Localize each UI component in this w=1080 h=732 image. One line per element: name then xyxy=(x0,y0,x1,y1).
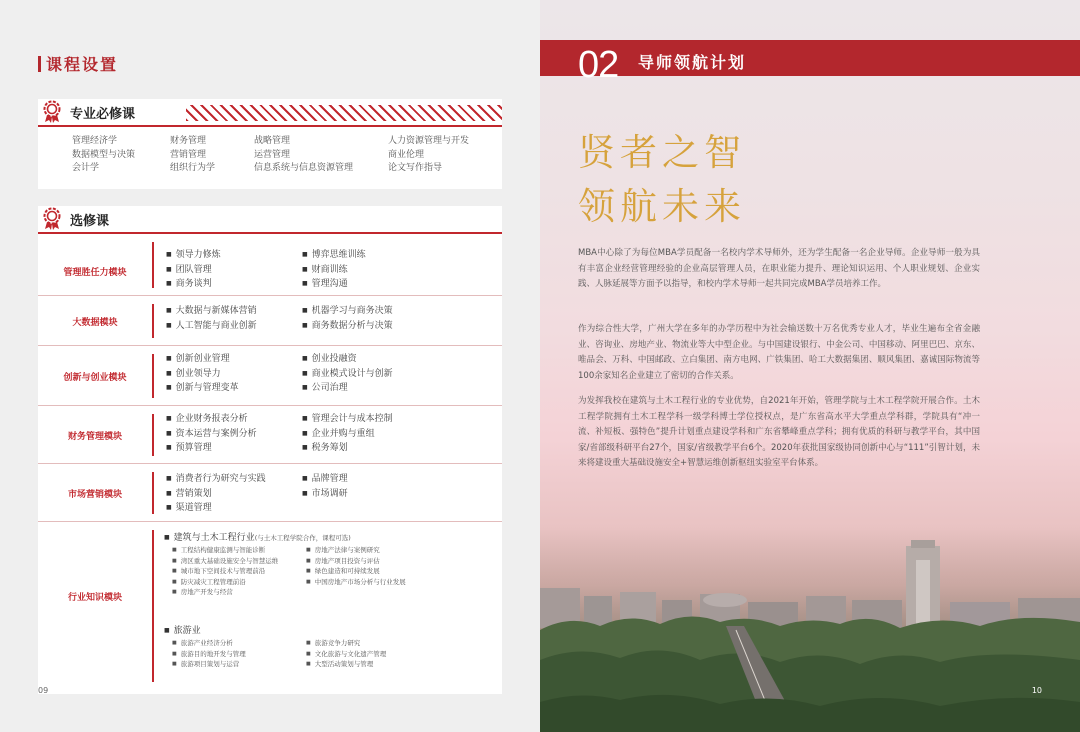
module-name: 财务管理模块 xyxy=(67,432,122,442)
page-number-left: 09 xyxy=(38,686,49,695)
paragraph: 为发挥我校在建筑与土木工程行业的专业优势，自2021年开始，管理学院与土木工程学院开展合作。土木工程学院拥有土木工程学科一级学科博士学位授权点，是广东省高水平大学重点学科群，学院具有“冲一流、补短板、强特色”提升计划重点建设学科和广东省攀峰重点学科；拥有优质的科研与教学平台，其中国家/省部级科研平台27个，国家/省级教学平台6个。2020年获批国家级协同创新中心与“111”引智计划，未来将建设重大基础设施安全+智慧运维创新枢纽实验室平台体系。 xyxy=(578,396,980,468)
campus-photo xyxy=(540,530,1080,732)
module-courses-col-2: ■ 机器学习与商务决策 ■ 商务数据分析与决策 xyxy=(302,304,393,333)
module-courses-col-1: ■ 消费者行为研究与实践 ■ 营销策划 ■ 渠道管理 xyxy=(166,472,266,516)
module-courses-col-1: ■ 大数据与新媒体营销 ■ 人工智能与商业创新 xyxy=(166,304,257,333)
award-icon xyxy=(40,99,64,123)
section-number: 02 xyxy=(578,44,619,86)
tourism-courses-col-1: ■ 旅游产业经济分析 ■ 旅游目的地开发与管理 ■ 旅游项目策划与运营 xyxy=(172,638,246,670)
paragraph: MBA中心除了为每位MBA学员配备一名校内学术导师外，还为学生配备一名企业导师。企业导师一般为具有丰富企业经营管理经验的企业高层管理人员，在职业能力提升、理论知识运用、个人职业规划、企业实践、人脉延展等方面予以指导，和校内学术导师一起共同完成MBA学员培养工作。 xyxy=(578,248,980,289)
headline-line-2: 领航未来 xyxy=(578,185,746,228)
section-band-title: 导师领航计划 xyxy=(638,53,747,72)
required-courses-panel xyxy=(38,99,502,189)
construction-courses-col-2: ■ 房地产法律与案例研究 ■ 房地产项目投资与评估 ■ 绿色建造和可持续发展 ■ 中国房地产市场分析与行业发展 xyxy=(306,545,406,587)
module-name: 大数据模块 xyxy=(72,318,118,328)
decorative-hatch xyxy=(186,105,502,121)
tourism-heading: ■ 旅游业 xyxy=(164,623,201,636)
module-row xyxy=(38,464,502,522)
module-name: 管理胜任力模块 xyxy=(63,268,127,278)
section-title: 课程设置 xyxy=(38,52,118,75)
electives-panel xyxy=(38,206,502,694)
required-title: 专业必修课 xyxy=(70,107,136,122)
module-name: 行业知识模块 xyxy=(67,593,122,603)
headline-line-1: 贤者之智 xyxy=(578,131,746,174)
paragraph: 作为综合性大学，广州大学在多年的办学历程中为社会输送数十万名优秀专业人才，毕业生遍布全省金融业、咨询业、房地产业、物流业等大中型企业。与中国建设银行、中金公司、中国移动、阿里巴巴、京东、唯品会、万科、中国邮政、立白集团、南方电网、广铁集团、哈工大数据集团、顺风集团、嘉诚国际物流等100余家知名企业建立了密切的合作关系。 xyxy=(578,324,980,381)
module-courses-col-1: ■ 企业财务报表分析 ■ 资本运营与案例分析 ■ 预算管理 xyxy=(166,412,257,456)
required-column-2: 财务管理 营销管理 组织行为学 xyxy=(170,136,216,173)
tourism-courses-col-2: ■ 旅游竞争力研究 ■ 文化旅游与文化遗产管理 ■ 大型活动策划与管理 xyxy=(306,638,386,670)
award-icon xyxy=(40,206,64,230)
industry-module-row xyxy=(38,522,502,690)
module-row xyxy=(38,406,502,464)
module-row xyxy=(38,296,502,346)
module-row xyxy=(38,346,502,406)
construction-courses-col-1: ■ 工程结构健康监测与智能诊断 ■ 湾区重大基础设施安全与智慧运维 ■ 城市地下空间技术与管理前沿 ■ 防灾减灾工程管理前沿 ■ 房地产开发与经营 xyxy=(172,545,278,598)
module-courses-col-2: ■ 博弈思维训练 ■ 财商训练 ■ 管理沟通 xyxy=(302,248,366,292)
module-courses-col-1: ■ 创新创业管理 ■ 创业领导力 ■ 创新与管理变革 xyxy=(166,352,239,396)
module-courses-col-1: ■ 领导力修炼 ■ 团队管理 ■ 商务谈判 xyxy=(166,248,221,292)
construction-heading: ■ 建筑与土木工程行业(与土木工程学院合作，课程可选) xyxy=(164,530,351,543)
module-name: 市场营销模块 xyxy=(67,490,122,500)
electives-title: 选修课 xyxy=(70,214,110,229)
right-page xyxy=(540,0,1080,732)
section-band xyxy=(540,40,1080,76)
required-column-3: 战略管理 运营管理 信息系统与信息资源管理 xyxy=(254,136,354,173)
module-row xyxy=(38,234,502,296)
required-column-1: 管理经济学 数据模型与决策 会计学 xyxy=(72,136,136,173)
page-number-right: 10 xyxy=(1031,686,1042,695)
module-name: 创新与创业模块 xyxy=(63,373,127,383)
module-courses-col-2: ■ 创业投融资 ■ 商业模式设计与创新 ■ 公司治理 xyxy=(302,352,393,396)
module-courses-col-2: ■ 品牌管理 ■ 市场调研 xyxy=(302,472,348,501)
module-courses-col-2: ■ 管理会计与成本控制 ■ 企业并购与重组 ■ 税务筹划 xyxy=(302,412,393,456)
required-column-4: 人力资源管理与开发 商业伦理 论文写作指导 xyxy=(388,136,470,173)
